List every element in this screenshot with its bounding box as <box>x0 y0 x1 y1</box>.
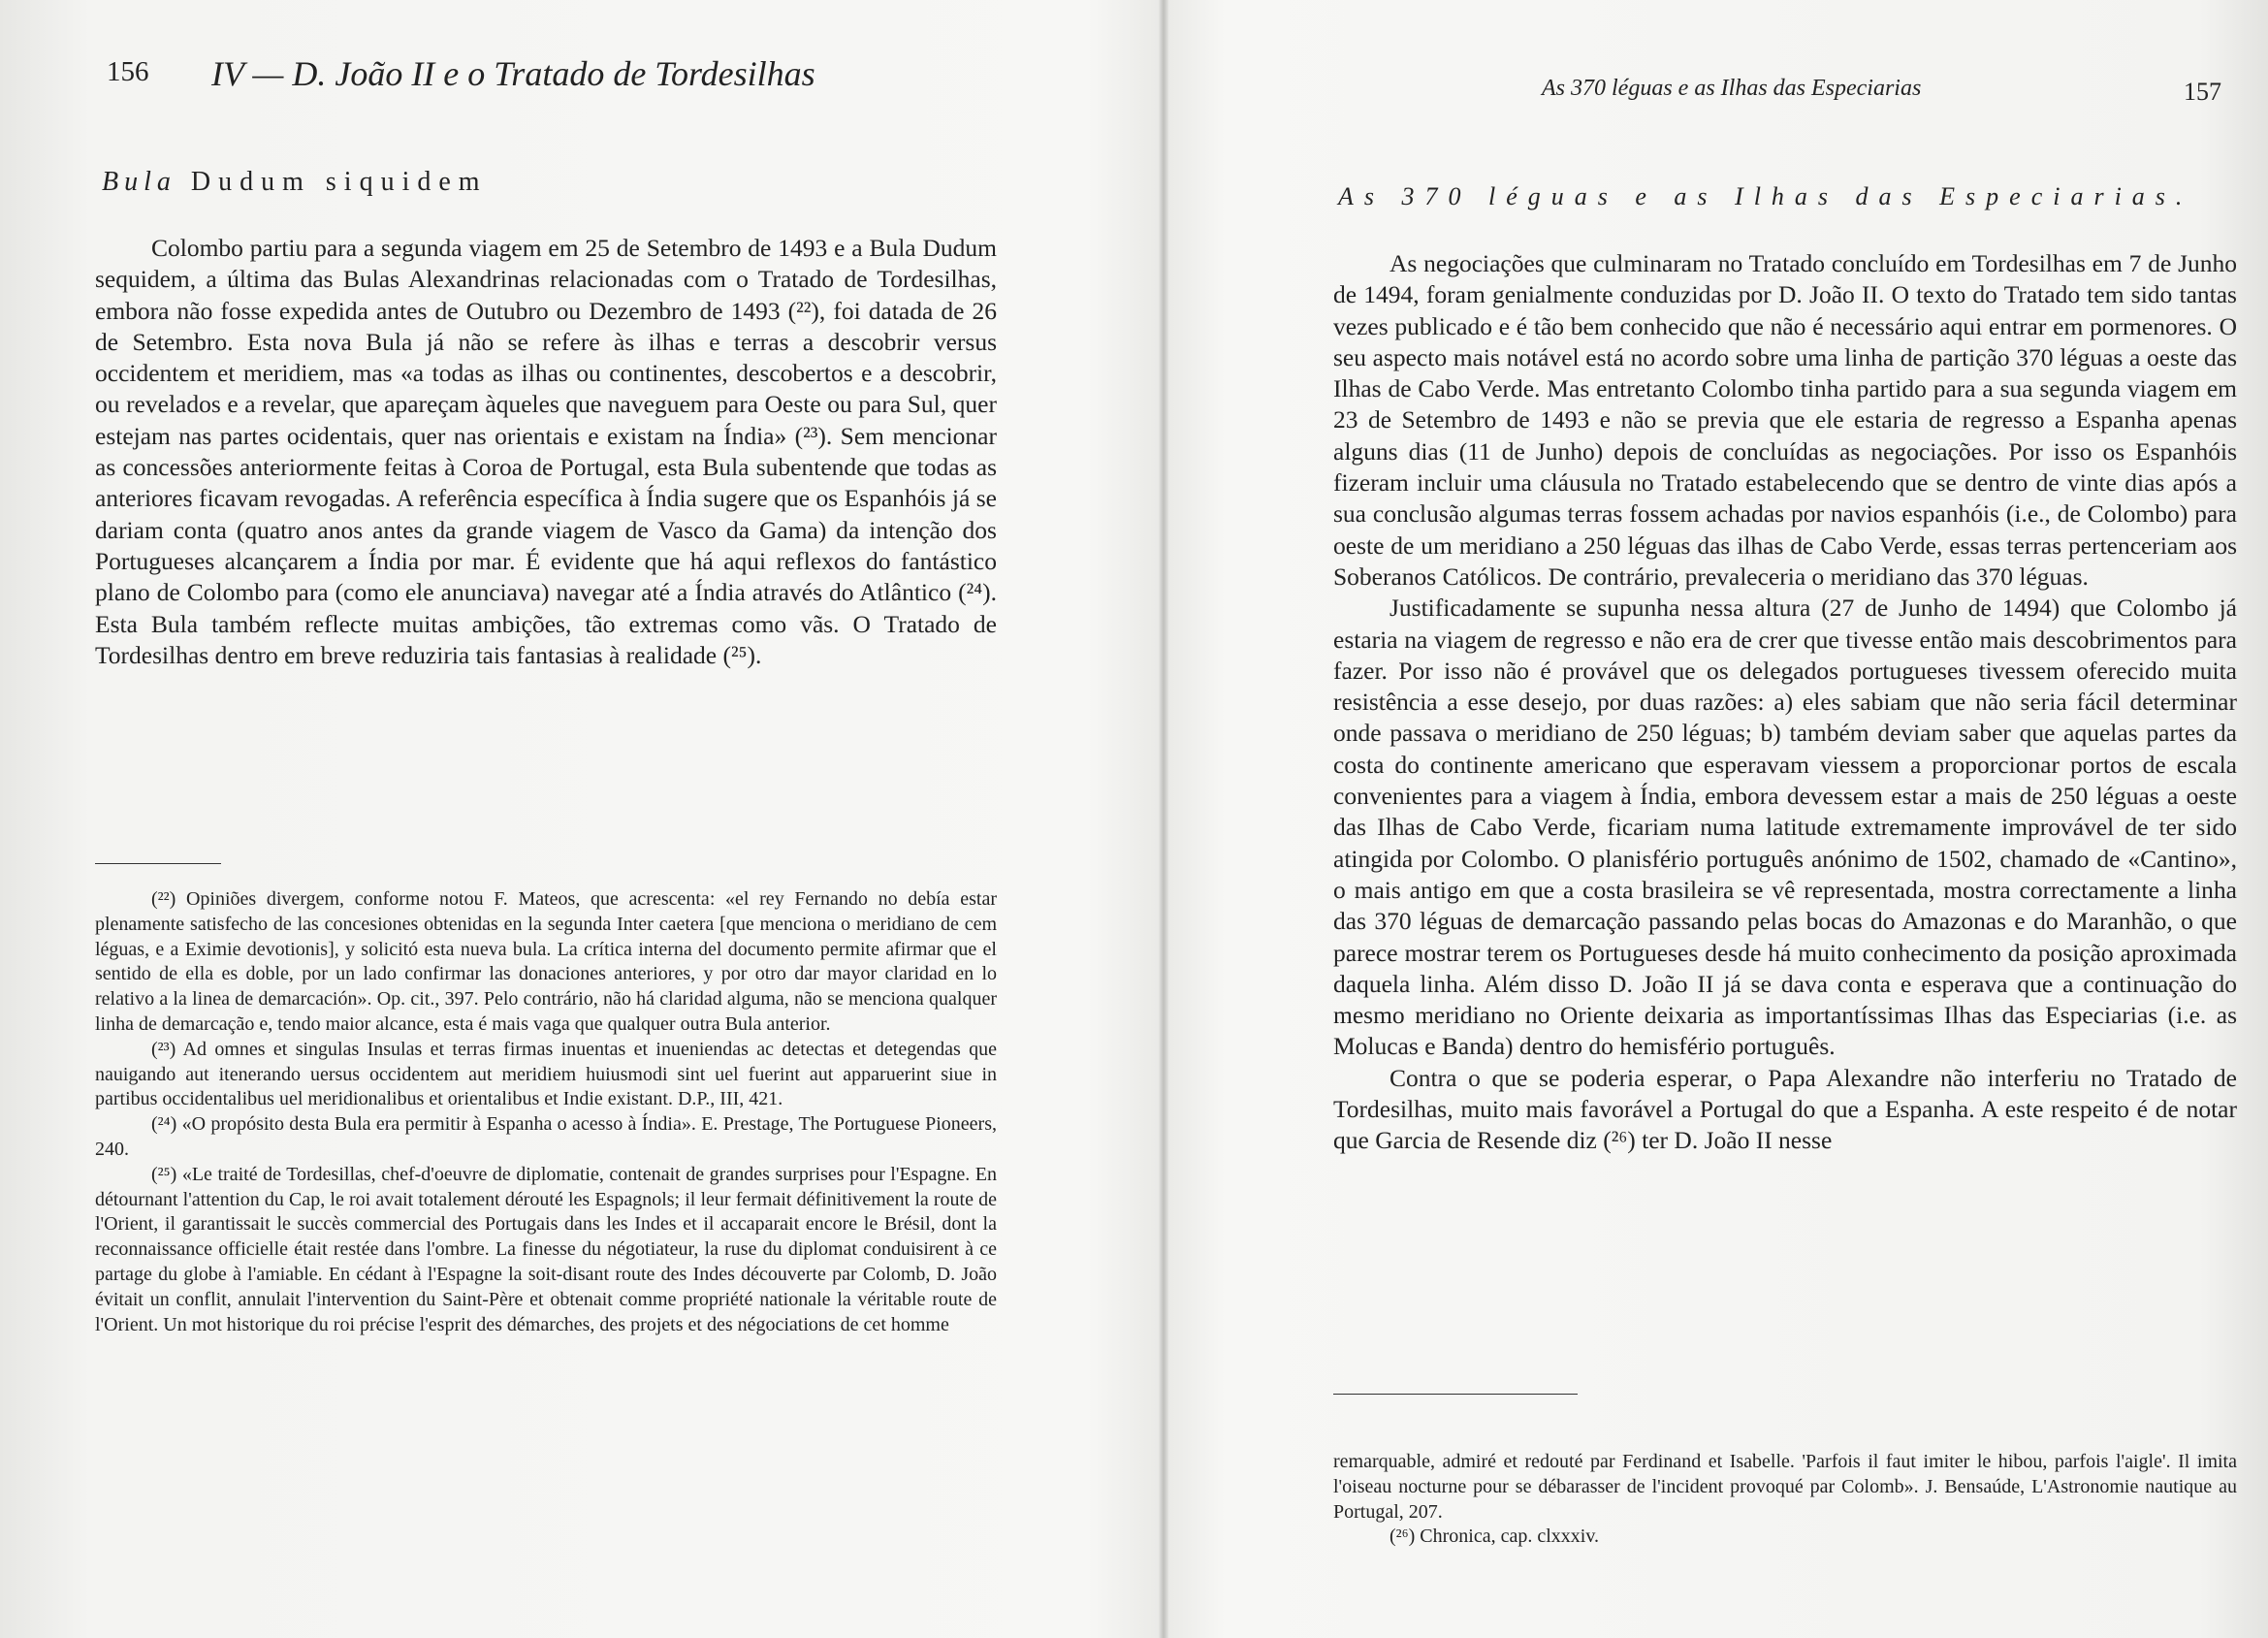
footnote-rule-left <box>95 863 221 864</box>
section-title-right: As 370 léguas e as Ilhas das Especiarias. <box>1338 182 2193 210</box>
section-title-main: Dudum siquidem <box>190 167 488 197</box>
body-text-left <box>95 233 997 671</box>
footnote-rule-right <box>1333 1394 1578 1395</box>
section-title-prefix: Bula <box>102 167 176 197</box>
section-title-left <box>102 167 488 198</box>
paragraph: Contra o que se poderia esperar, o Papa Alexandre não interferiu no Tratado de Tordesilhas, muito mais favorável a Portugal do que a Espanha. A este respeito é de notar que Garcia de Resende diz (²⁶) ter D. João II nesse <box>1333 1063 2237 1155</box>
page-number-right: 157 <box>2184 78 2221 106</box>
running-head-right: As 370 léguas e as Ilhas das Especiarias <box>1542 76 1922 101</box>
footnote-23: (²³) Ad omnes et singulas Insulas et terras firmas inuentas et inueniendas ac detectas et detegendas que nauigando aut itenerando uersus occidentem aut meridiem huiusmodi sint uel fuerint aut apparuerint siue in partibus occidentalibus uel meridionalibus et orientalibus et Indie existant. D.P., III, 421. <box>95 1038 997 1110</box>
footnote-22: (²²) Opiniões divergem, conforme notou F. Mateos, que acrescenta: «el rey Fernando no debía estar plenamente satisfecho de las concesiones obtenidas en la segunda Inter caetera [que menciona o meridiano de cem léguas, e a Eximie devotionis], y solicitó esta nueva bula. La crítica interna del documento permite afirmar que el sentido de ella es doble, por un lado confirmar las donaciones anteriores, y por otro dar mayor claridad en lo relativo a la linea de demarcación». Op. cit., 397. Pelo contrário, não há claridad alguma, não se menciona qualquer linha de demarcação e, tendo maior alcance, esta é mais vaga que qualquer outra Bula anterior. <box>95 888 997 1035</box>
footnotes-left <box>95 887 997 1337</box>
running-head-left: IV — D. João II e o Tratado de Tordesilhas <box>211 54 815 93</box>
footnote-25: (²⁵) «Le traité de Tordesillas, chef-d'oeuvre de diplomatie, contenait de grandes surprises pour l'Espagne. En détournant l'attention du Cap, le roi avait totalement dérouté les Espagnols; il leur fermait définitivement la route de l'Orient, il garantissait le succès commercial des Portugais dans les Indes et il accaparait encore le Brésil, dont la reconnaissance officielle était restée dans l'ombre. La finesse du négotiateur, la ruse du diplomat conduisirent à ce partage du globe à l'amiable. En cédant à l'Espagne la soit-disant route des Indes découverte par Colomb, D. João évitait un conflit, annulait l'intervention du Saint-Père et obtenait comme propriété nationale la véritable route de l'Orient. Un mot historique du roi précise l'esprit des démarches, des projets et des négociations de cet homme <box>95 1163 997 1335</box>
footnote-24: (²⁴) «O propósito desta Bula era permitir à Espanha o acesso à Índia». E. Prestage, The Portuguese Pioneers, 240. <box>95 1113 997 1160</box>
body-text-right <box>1333 248 2237 1157</box>
paragraph: As negociações que culminaram no Tratado concluído em Tordesilhas em 7 de Junho de 1494, foram genialmente conduzidas por D. João II. O texto do Tratado tem sido tantas vezes publicado e é tão bem conhecido que não é necessário aqui entrar em pormenores. O seu aspecto mais notável está no acordo sobre uma linha de partição 370 léguas a oeste das Ilhas de Cabo Verde. Mas entretanto Colombo tinha partido para a sua segunda viagem em 23 de Setembro de 1493 e não se previa que ele estaria de regresso a Espanha apenas alguns dias (11 de Junho) depois de concluídas as negociações. Por isso os Espanhóis fizeram incluir uma cláusula no Tratado estabelecendo que se dentro de vinte dias após a sua conclusão algumas terras fossem achadas por navios espanhóis (i.e., de Colombo) para oeste de um meridiano a 250 léguas das ilhas de Cabo Verde, essas terras pertenceriam aos Soberanos Católicos. De contrário, prevaleceria o meridiano das 370 léguas. <box>1333 249 2237 591</box>
paragraph: Colombo partiu para a segunda viagem em 25 de Setembro de 1493 e a Bula Dudum sequidem, a última das Bulas Alexandrinas relacionadas com o Tratado de Tordesilhas, embora não fosse expedida antes de Outubro ou Dezembro de 1493 (²²), foi datada de 26 de Setembro. Esta nova Bula já não se refere às ilhas e terras a descobrir versus occidentem et meridiem, mas «a todas as ilhas ou continentes, descobertos e a descobrir, ou revelados e a revelar, que apareçam àqueles que naveguem para Oeste ou para Sul, quer estejam nas partes ocidentais, quer nas orientais e existam na Índia» (²³). Sem mencionar as concessões anteriormente feitas à Coroa de Portugal, esta Bula subentende que todas as anteriores ficavam revogadas. A referência específica à Índia sugere que os Espanhóis já se dariam conta (quatro anos antes da grande viagem de Vasco da Gama) da intenção dos Portugueses alcançarem a Índia por mar. É evidente que há aqui reflexos do fantástico plano de Colombo para (como ele anunciava) navegar até a Índia através do Atlântico (²⁴). Esta Bula também reflecte muitas ambições, tão extremas como vãs. O Tratado de Tordesilhas dentro em breve reduziria tais fantasias à realidade (²⁵). <box>95 234 997 669</box>
footnote-26: (²⁶) Chronica, cap. clxxxiv. <box>1390 1526 1600 1548</box>
paragraph: Justificadamente se supunha nessa altura (27 de Junho de 1494) que Colombo já estaria na viagem de regresso e não era de crer que tivesse então mais descobrimentos para fazer. Por isso não é provável que os delegados portugueses tivessem oferecido muita resistência a esse desejo, por duas razões: a) eles sabiam que não seria fácil determinar onde passava o meridiano de 250 léguas; b) também deviam saber que aquelas partes da costa do continente americano que esperavam viessem a proporcionar portos de escala convenientes para a viagem à Índia, embora devessem estar a mais de 250 léguas a oeste das Ilhas de Cabo Verde, ficariam numa latitude extremamente improvável de ter sido atingida por Colombo. O planisfério português anónimo de 1502, chamado de «Cantino», o mais antigo em que a costa brasileira se vê representada, mostra correctamente a linha das 370 léguas de demarcação passando pelas bocas do Amazonas e do Maranhão, o que parece mostrar terem os Portugueses desde há muito conhecimento da posição aproximada daquela linha. Além disso D. João II já se dava conta e esperava que a continuação do mesmo meridiano no Oriente deixaria as importantíssimas Ilhas das Especiarias (i.e. as Molucas e Banda) dentro do hemisfério português. <box>1333 594 2237 1061</box>
book-gutter <box>1159 0 1168 1638</box>
footnote-25-continued: remarquable, admiré et redouté par Ferdinand et Isabelle. 'Parfois il faut imiter le hibou, parfois l'aigle'. Il imita l'oiseau nocturne pour se débarasser de l'incident provoqué par Colomb». J. Bensaúde, L'Astronomie nautique au Portugal, 207. <box>1333 1451 2237 1523</box>
page-number-left: 156 <box>107 56 149 87</box>
footnotes-right <box>1333 1450 2237 1550</box>
right-page <box>1168 0 2268 1638</box>
